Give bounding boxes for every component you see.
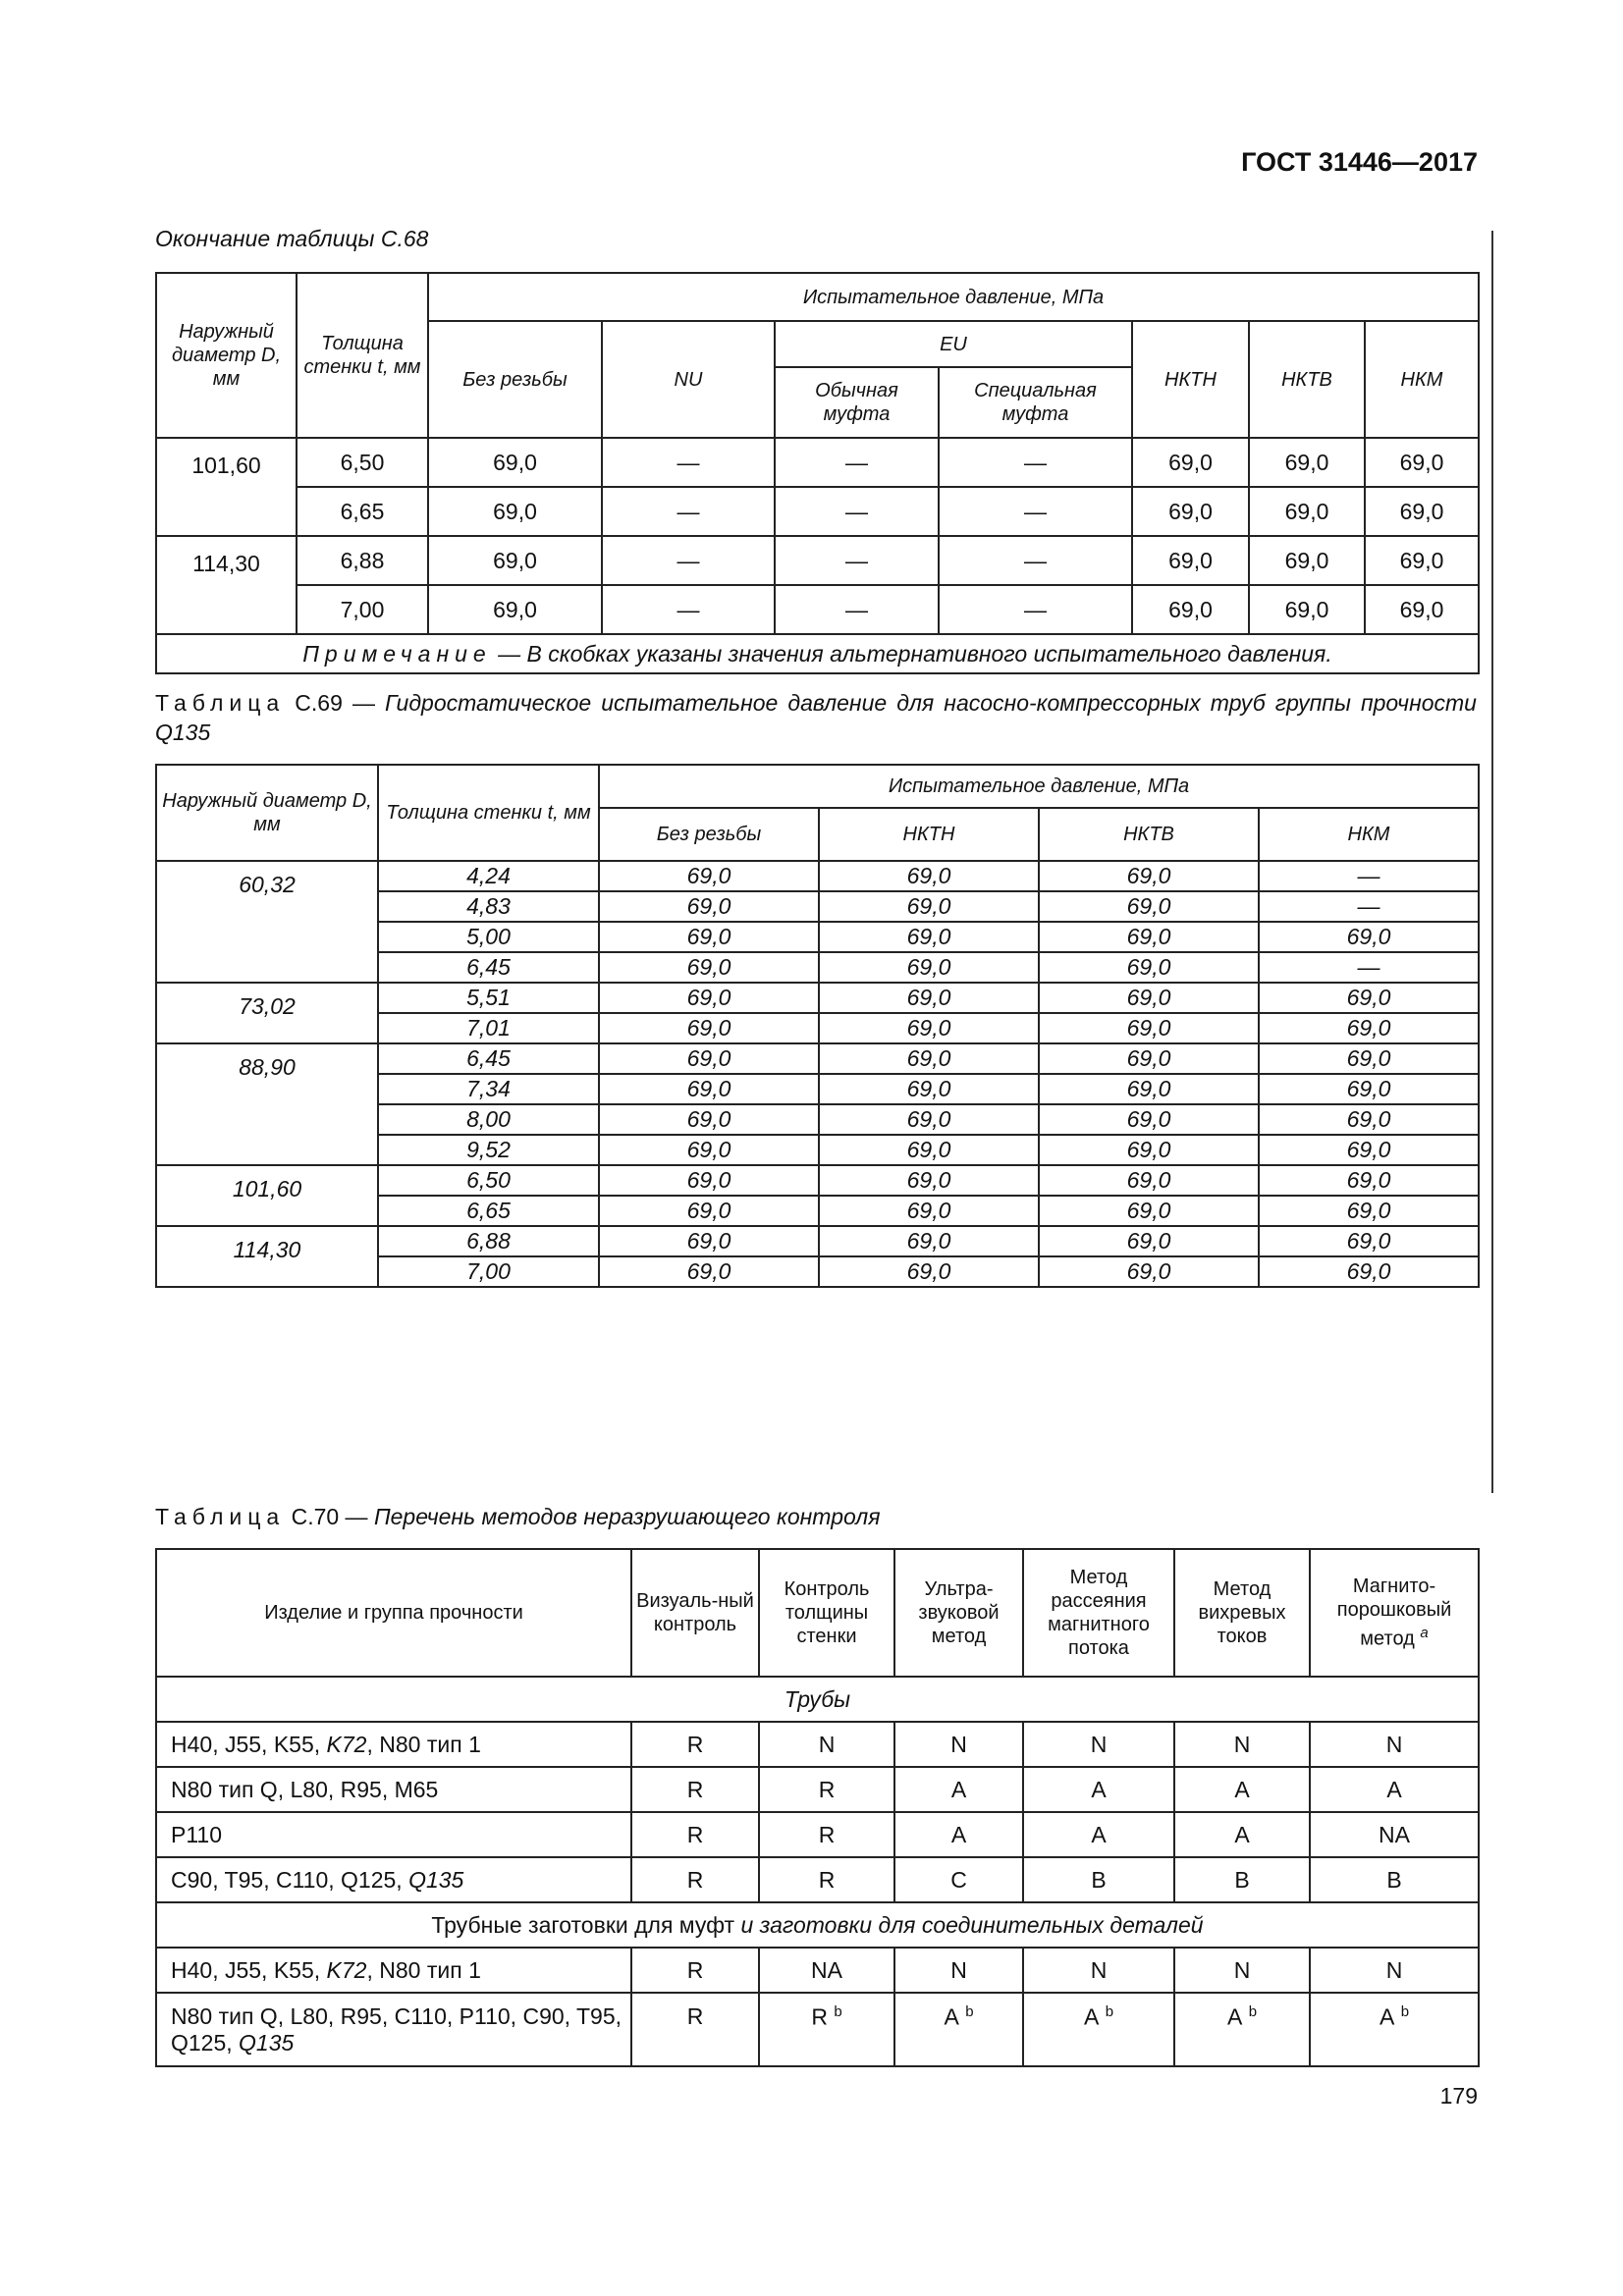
method-cell: [1174, 1948, 1310, 1993]
cell: 69,0: [1259, 1226, 1479, 1256]
cell: 69,0: [1259, 983, 1479, 1013]
hdr-no-thread: Без резьбы: [428, 321, 602, 438]
method-cell: [1023, 1767, 1174, 1812]
cell: 8,00: [378, 1104, 599, 1135]
footnote-marker: b: [1105, 2003, 1114, 2020]
method-cell: [894, 1812, 1023, 1857]
table-row: [156, 487, 1479, 536]
cell: 69,0: [1259, 1104, 1479, 1135]
cell: —: [775, 585, 939, 634]
cell: 69,0: [819, 1074, 1039, 1104]
cell: 69,0: [819, 1104, 1039, 1135]
method-cell: [631, 1812, 759, 1857]
method-value: R: [686, 1956, 704, 1983]
cell: 69,0: [819, 1043, 1039, 1074]
cell: 69,0: [428, 438, 602, 487]
table-row: [156, 1812, 1479, 1857]
section-title: Трубные заготовки для муфт: [431, 1911, 741, 1938]
method-value: R: [686, 1731, 704, 1757]
cell: 69,0: [599, 1135, 819, 1165]
product-cell: [156, 1857, 631, 1902]
cell: 69,0: [1039, 1165, 1259, 1196]
cell: 69,0: [599, 1013, 819, 1043]
product-cell: [156, 1812, 631, 1857]
hdr-nktn: НКТН: [819, 808, 1039, 861]
cell: 69,0: [819, 922, 1039, 952]
method-value: A: [1226, 2003, 1243, 2030]
cell: 69,0: [819, 1165, 1039, 1196]
section-title: Трубы: [784, 1685, 851, 1712]
cell: 69,0: [1039, 891, 1259, 922]
cell: 69,0: [1039, 1135, 1259, 1165]
method-value: N: [950, 1956, 967, 1983]
method-value: R: [818, 1776, 836, 1802]
product-text-italic: K72: [326, 1731, 367, 1757]
hdr-visual: Визуаль-ный контроль: [631, 1549, 759, 1677]
table-label: Таблица: [155, 690, 286, 716]
diameter-cell: 73,02: [156, 983, 378, 1043]
note-text: — В скобках указаны значения альтернативного испытательного давления.: [491, 640, 1332, 667]
method-value: NA: [1379, 1821, 1410, 1847]
cell: 69,0: [599, 1043, 819, 1074]
method-cell: [894, 1993, 1023, 2066]
method-value: NA: [811, 1956, 842, 1983]
cell: 5,00: [378, 922, 599, 952]
section-row: [156, 1902, 1479, 1948]
footnote-marker: b: [965, 2003, 974, 2020]
diameter-cell: 60,32: [156, 861, 378, 983]
cell: 5,51: [378, 983, 599, 1013]
cell: 69,0: [1365, 536, 1479, 585]
method-value: B: [1091, 1866, 1107, 1893]
method-value: A: [1379, 2003, 1395, 2030]
method-value: R: [818, 1866, 836, 1893]
cell: 69,0: [819, 1256, 1039, 1287]
method-value: N: [818, 1731, 836, 1757]
product-text: N80 тип Q, L80, R95, C110, P110, C90, T95, Q125,: [171, 2003, 622, 2056]
diameter-cell: 101,60: [156, 1165, 378, 1226]
cell: 4,83: [378, 891, 599, 922]
cell: 69,0: [1039, 983, 1259, 1013]
method-value: A: [1083, 2003, 1100, 2030]
table-row: [156, 1948, 1479, 1993]
cell: 6,50: [378, 1165, 599, 1196]
product-text: , N80 тип 1: [366, 1956, 481, 1983]
method-cell: [1174, 1812, 1310, 1857]
note-row: [156, 634, 1479, 673]
cell: 69,0: [1039, 1104, 1259, 1135]
method-value: A: [950, 1821, 967, 1847]
cell: 69,0: [599, 1104, 819, 1135]
hdr-outer-diameter: Наружный диаметр D, мм: [156, 765, 378, 861]
method-cell: [1174, 1857, 1310, 1902]
product-text-italic: Q135: [239, 2030, 295, 2056]
hdr-nktv: НКТВ: [1249, 321, 1365, 438]
hdr-wall-thickness: Толщина стенки t, мм: [378, 765, 599, 861]
method-cell: [631, 1722, 759, 1767]
diameter-cell: 114,30: [156, 536, 297, 634]
cell: 6,88: [378, 1226, 599, 1256]
method-cell: [631, 1948, 759, 1993]
method-value: A: [950, 1776, 967, 1802]
method-cell: [759, 1948, 894, 1993]
product-text: C90, T95, C110, Q125,: [171, 1866, 409, 1893]
cell: 4,24: [378, 861, 599, 891]
cell: 7,34: [378, 1074, 599, 1104]
page-number: 179: [1439, 2083, 1478, 2109]
cell: 69,0: [428, 487, 602, 536]
method-value: N: [950, 1731, 967, 1757]
method-cell: [894, 1857, 1023, 1902]
section-blanks: [156, 1902, 1479, 1948]
cell: 6,50: [297, 438, 428, 487]
method-value: A: [1091, 1821, 1107, 1847]
hdr-product: Изделие и группа прочности: [156, 1549, 631, 1677]
table-label: Таблица: [155, 1504, 286, 1529]
method-value: R: [818, 1821, 836, 1847]
cell: 6,45: [378, 1043, 599, 1074]
method-cell: [1023, 1993, 1174, 2066]
table69: [155, 764, 1480, 1288]
product-text: N80 тип Q, L80, R95, M65: [171, 1776, 439, 1802]
cell: —: [602, 438, 775, 487]
cell: 69,0: [1259, 1196, 1479, 1226]
method-value: R: [686, 1866, 704, 1893]
method-cell: [1310, 1812, 1479, 1857]
method-cell: [759, 1857, 894, 1902]
cell: 69,0: [1249, 536, 1365, 585]
cell: 69,0: [599, 1226, 819, 1256]
product-text: H40, J55, K55,: [171, 1731, 327, 1757]
cell: 7,00: [297, 585, 428, 634]
hdr-nktv: НКТВ: [1039, 808, 1259, 861]
product-text: , N80 тип 1: [366, 1731, 481, 1757]
method-cell: [1310, 1857, 1479, 1902]
method-cell: [1023, 1948, 1174, 1993]
cell: 69,0: [1039, 861, 1259, 891]
table-row: [156, 1043, 1479, 1074]
cell: 69,0: [599, 1074, 819, 1104]
product-cell: [156, 1722, 631, 1767]
table68: [155, 272, 1480, 674]
table-row: [156, 1722, 1479, 1767]
cell: 69,0: [1259, 1135, 1479, 1165]
cell: 6,65: [378, 1196, 599, 1226]
table-row: [156, 1226, 1479, 1256]
table-number: С.69 —: [285, 690, 386, 716]
method-cell: [631, 1857, 759, 1902]
cell: 69,0: [599, 861, 819, 891]
cell: 69,0: [1132, 487, 1249, 536]
table-row: [156, 585, 1479, 634]
method-cell: [1310, 1993, 1479, 2066]
table-row: [156, 1165, 1479, 1196]
cell: 69,0: [1039, 1256, 1259, 1287]
method-cell: [1310, 1948, 1479, 1993]
table-row: [156, 1857, 1479, 1902]
document-header: ГОСТ 31446—2017: [1241, 147, 1478, 177]
table70-body: [156, 1677, 1479, 2066]
diameter-cell: 114,30: [156, 1226, 378, 1287]
cell: —: [1259, 952, 1479, 983]
cell: 69,0: [1365, 438, 1479, 487]
footnote-marker: b: [1248, 2003, 1258, 2020]
diameter-cell: 101,60: [156, 438, 297, 536]
table69-body: [156, 861, 1479, 1287]
method-value: N: [1233, 1956, 1251, 1983]
method-value: R: [686, 2003, 704, 2029]
cell: —: [1259, 891, 1479, 922]
method-cell: [894, 1722, 1023, 1767]
method-cell: [1310, 1722, 1479, 1767]
table70: [155, 1548, 1480, 2067]
hdr-test-pressure: Испытательное давление, МПа: [599, 765, 1479, 808]
cell: 69,0: [1259, 1074, 1479, 1104]
hdr-thickness: Контроль толщины стенки: [759, 1549, 894, 1677]
method-cell: [1023, 1722, 1174, 1767]
table-title: Гидростатическое испытательное давление для насосно-компрессорных труб группы прочности Q135: [155, 690, 1477, 745]
hdr-outer-diameter: Наружный диаметр D, мм: [156, 273, 297, 438]
cell: 69,0: [599, 891, 819, 922]
cell: —: [602, 585, 775, 634]
table-note: [156, 634, 1479, 673]
method-cell: [759, 1767, 894, 1812]
method-value: C: [950, 1866, 967, 1893]
cell: 69,0: [819, 1196, 1039, 1226]
table-number: С.70 —: [285, 1504, 374, 1529]
cell: 69,0: [1132, 438, 1249, 487]
footnote-marker: b: [834, 2003, 842, 2020]
table69-caption: [155, 688, 1477, 747]
method-value: A: [944, 2003, 959, 2030]
cell: 6,65: [297, 487, 428, 536]
method-value: A: [1386, 1776, 1402, 1802]
product-text-italic: Q135: [408, 1866, 464, 1893]
hdr-special-coupling: Специальная муфта: [939, 367, 1132, 438]
method-cell: [759, 1812, 894, 1857]
cell: 69,0: [1365, 487, 1479, 536]
diameter-cell: 88,90: [156, 1043, 378, 1165]
cell: 7,00: [378, 1256, 599, 1287]
method-value: A: [1091, 1776, 1107, 1802]
hdr-no-thread: Без резьбы: [599, 808, 819, 861]
hdr-wall-thickness: Толщина стенки t, мм: [297, 273, 428, 438]
cell: 69,0: [1249, 438, 1365, 487]
table68-body: [156, 438, 1479, 673]
hdr-ultrasonic: Ультра-звуковой метод: [894, 1549, 1023, 1677]
table-title: Перечень методов неразрушающего контроля: [373, 1504, 881, 1529]
cell: —: [775, 487, 939, 536]
hdr-nktn: НКТН: [1132, 321, 1249, 438]
hdr-nkm: НКМ: [1259, 808, 1479, 861]
cell: —: [1259, 861, 1479, 891]
cell: 69,0: [1039, 952, 1259, 983]
cell: 69,0: [599, 952, 819, 983]
cell: —: [602, 536, 775, 585]
product-cell: [156, 1993, 631, 2066]
cell: 69,0: [1259, 1013, 1479, 1043]
hdr-eu: EU: [775, 321, 1132, 367]
cell: 69,0: [1132, 536, 1249, 585]
footnote-marker: b: [1400, 2003, 1410, 2020]
cell: 69,0: [599, 1256, 819, 1287]
cell: 69,0: [1132, 585, 1249, 634]
cell: 7,01: [378, 1013, 599, 1043]
method-value: N: [1090, 1731, 1108, 1757]
cell: 69,0: [1039, 922, 1259, 952]
cell: 6,88: [297, 536, 428, 585]
cell: 69,0: [1039, 1074, 1259, 1104]
section-row: [156, 1677, 1479, 1722]
cell: 6,45: [378, 952, 599, 983]
cell: —: [939, 487, 1132, 536]
table68-caption: Окончание таблицы С.68: [155, 226, 429, 251]
cell: 69,0: [819, 1135, 1039, 1165]
cell: 69,0: [1259, 922, 1479, 952]
cell: 69,0: [819, 952, 1039, 983]
method-cell: [1310, 1767, 1479, 1812]
cell: 69,0: [819, 983, 1039, 1013]
hdr-nu: NU: [602, 321, 775, 438]
hdr-test-pressure: Испытательное давление, МПа: [428, 273, 1479, 321]
method-value: R: [686, 1821, 704, 1847]
cell: 69,0: [1039, 1196, 1259, 1226]
product-cell: [156, 1767, 631, 1812]
method-value: N: [1090, 1956, 1108, 1983]
table-row: [156, 1767, 1479, 1812]
cell: —: [939, 438, 1132, 487]
product-text: H40, J55, K55,: [171, 1956, 327, 1983]
method-cell: [631, 1767, 759, 1812]
cell: 69,0: [819, 891, 1039, 922]
method-cell: [1174, 1722, 1310, 1767]
method-value: N: [1233, 1731, 1251, 1757]
cell: 9,52: [378, 1135, 599, 1165]
cell: 69,0: [428, 585, 602, 634]
cell: 69,0: [1249, 585, 1365, 634]
table-row: [156, 983, 1479, 1013]
method-value: N: [1385, 1956, 1403, 1983]
table-row: [156, 861, 1479, 891]
cell: 69,0: [599, 1165, 819, 1196]
method-value: A: [1234, 1776, 1250, 1802]
cell: 69,0: [428, 536, 602, 585]
table-row: [156, 536, 1479, 585]
note-label: Примечание: [302, 640, 492, 667]
method-value: N: [1385, 1731, 1403, 1757]
table-row: [156, 1993, 1479, 2066]
method-value: B: [1386, 1866, 1402, 1893]
table70-caption: [155, 1502, 1477, 1531]
hdr-mp-text: Магнито-порошковый метод: [1336, 1575, 1452, 1650]
product-text-italic: K72: [326, 1956, 367, 1983]
cell: 69,0: [1039, 1226, 1259, 1256]
cell: 69,0: [819, 1013, 1039, 1043]
section-title-italic: и заготовки для соединительных деталей: [740, 1911, 1204, 1938]
method-cell: [1023, 1857, 1174, 1902]
method-value: R: [811, 2003, 828, 2030]
method-cell: [759, 1722, 894, 1767]
method-cell: [631, 1993, 759, 2066]
margin-rule: [1491, 231, 1493, 1493]
product-cell: [156, 1948, 631, 1993]
cell: —: [775, 536, 939, 585]
hdr-nkm: НКМ: [1365, 321, 1479, 438]
product-text: P110: [171, 1821, 223, 1847]
cell: 69,0: [599, 922, 819, 952]
cell: 69,0: [819, 1226, 1039, 1256]
hdr-flux: Метод рассеяния магнитного потока: [1023, 1549, 1174, 1677]
cell: —: [939, 585, 1132, 634]
cell: 69,0: [1249, 487, 1365, 536]
method-value: B: [1234, 1866, 1250, 1893]
method-cell: [1174, 1767, 1310, 1812]
cell: 69,0: [1039, 1043, 1259, 1074]
cell: 69,0: [1259, 1043, 1479, 1074]
method-value: A: [1234, 1821, 1250, 1847]
cell: 69,0: [599, 983, 819, 1013]
method-cell: [759, 1993, 894, 2066]
hdr-regular-coupling: Обычная муфта: [775, 367, 939, 438]
footnote-marker: a: [1420, 1625, 1429, 1642]
hdr-magnetic-particle: [1310, 1549, 1479, 1677]
method-cell: [894, 1767, 1023, 1812]
method-value: R: [686, 1776, 704, 1802]
method-cell: [1174, 1993, 1310, 2066]
cell: —: [602, 487, 775, 536]
cell: 69,0: [1365, 585, 1479, 634]
hdr-eddy: Метод вихревых токов: [1174, 1549, 1310, 1677]
cell: 69,0: [599, 1196, 819, 1226]
cell: 69,0: [819, 861, 1039, 891]
cell: —: [939, 536, 1132, 585]
cell: —: [775, 438, 939, 487]
cell: 69,0: [1039, 1013, 1259, 1043]
section-pipes: [156, 1677, 1479, 1722]
method-cell: [1023, 1812, 1174, 1857]
cell: 69,0: [1259, 1256, 1479, 1287]
method-cell: [894, 1948, 1023, 1993]
table-row: [156, 438, 1479, 487]
cell: 69,0: [1259, 1165, 1479, 1196]
